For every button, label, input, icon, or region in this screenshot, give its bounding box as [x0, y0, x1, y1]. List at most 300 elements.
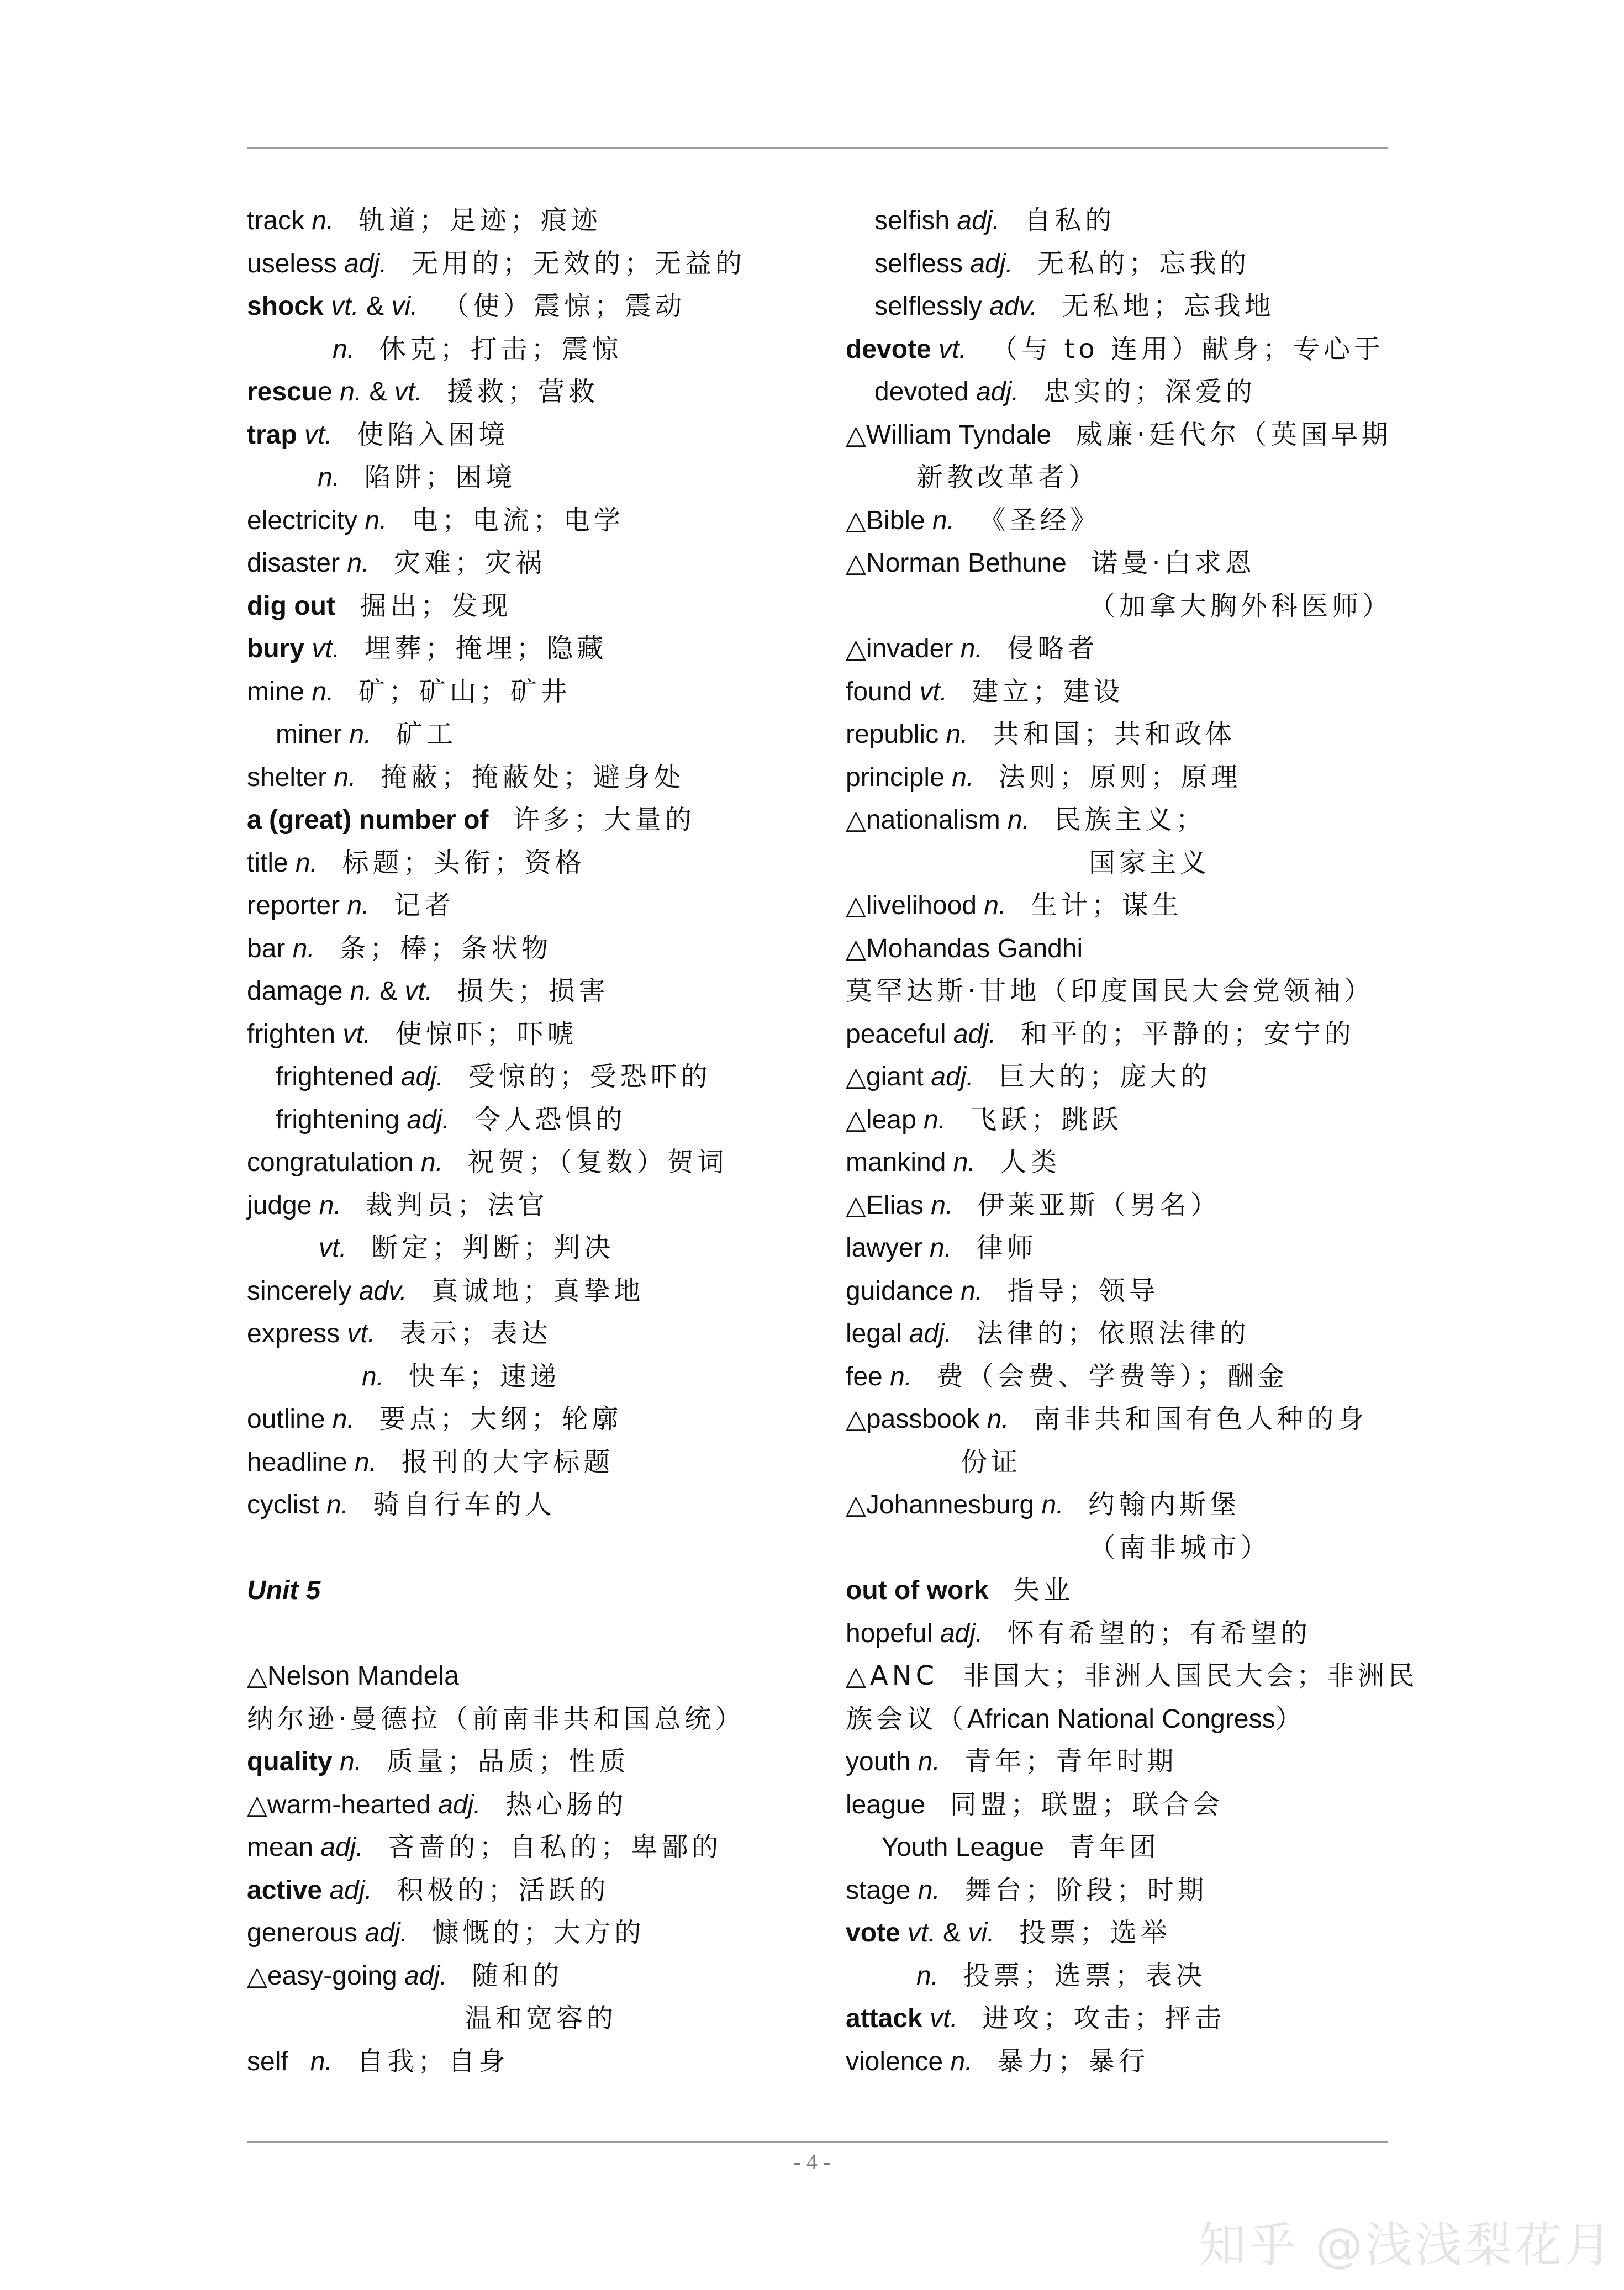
term-text: n. [890, 1362, 913, 1391]
term-text: n. [354, 1447, 377, 1477]
term-text: electricity [247, 505, 365, 535]
term-text: adj. [931, 1062, 974, 1091]
term-text: n. [946, 720, 968, 749]
vocab-entry [846, 585, 1420, 628]
term-text: & [372, 977, 405, 1006]
vocab-entry [247, 1312, 821, 1355]
term-text: adv. [358, 1276, 407, 1306]
term-text: n. [953, 1148, 976, 1177]
definition-text: 轨道；足迹；痕迹 [334, 205, 602, 236]
definition-text: 失业 [988, 1575, 1074, 1606]
vocab-entry [846, 199, 1420, 242]
definition-text: （南非城市） [1089, 1532, 1272, 1563]
term-text: vi. [968, 1918, 995, 1948]
vocab-entry [247, 1997, 821, 2040]
vocab-entry [247, 328, 821, 371]
definition-text: 费（会费、学费等）；酬金 [912, 1360, 1288, 1392]
definition-text: 莫罕达斯·甘地（印度国民大会党领袖） [846, 975, 1375, 1006]
vocab-entry [247, 799, 821, 842]
term-text: vt. [331, 292, 359, 321]
term-text [900, 1918, 908, 1948]
term-text: adj. [970, 249, 1013, 278]
term-text: △livelihood [846, 891, 984, 920]
term-text: n. [952, 762, 974, 792]
term-text: △Nelson Mandela [247, 1661, 459, 1691]
definition-text: ） [1275, 1703, 1306, 1734]
definition-text: 纳尔逊·曼德拉（前南非共和国总统） [247, 1703, 746, 1734]
definition-text: 忠实的；深爱的 [1019, 376, 1257, 407]
term-text: sincerely [247, 1276, 359, 1306]
vocab-entry [247, 1227, 821, 1270]
definition-text: 无用的；无效的；无益的 [387, 247, 746, 279]
term-text [324, 292, 331, 321]
term-text: adj. [400, 1062, 444, 1091]
vocab-entry [247, 285, 821, 328]
vocab-entry [247, 1099, 821, 1142]
definition-text: （使）震惊；震动 [418, 291, 686, 321]
definition-text: △ANC 非国大；非洲人国民大会；非洲民 [846, 1660, 1419, 1691]
definition-text: 无私的；忘我的 [1013, 247, 1251, 279]
definition-text: 温和宽容的 [465, 2003, 618, 2034]
term-text: mine [247, 677, 312, 706]
term-text: n. [916, 1961, 939, 1991]
definition-text: 矿；矿山；矿井 [334, 676, 571, 707]
term-text: n. [984, 891, 1006, 920]
vocab-entry [247, 242, 821, 286]
definition-text: 投票；选票；表决 [938, 1960, 1206, 1991]
definition-text: （与 to 连用）献身；专心于 [966, 333, 1384, 365]
term-text: frighten [247, 1019, 343, 1049]
vocab-entry [247, 199, 821, 242]
definition-text: 报刊的大字标题 [376, 1446, 614, 1478]
definition-text: 灾难；灾祸 [369, 547, 546, 578]
term-text: selfless [874, 249, 971, 278]
definition-text: 国家主义 [1089, 847, 1211, 878]
term-text: n. [340, 1747, 362, 1776]
term-text: shelter [247, 762, 334, 792]
term-text: league [846, 1790, 926, 1819]
definition-text: 热心肠的 [481, 1788, 628, 1820]
definition-text: 族会议（ [846, 1703, 968, 1734]
vocab-entry [846, 1312, 1420, 1355]
term-text: adj. [365, 1918, 408, 1948]
vocab-entry [846, 799, 1420, 842]
vocab-entry [247, 1698, 821, 1741]
vocab-entry [846, 1527, 1420, 1570]
term-text: principle [846, 762, 952, 792]
definition-text: 电；电流；电学 [387, 504, 624, 536]
term-text: n. [950, 2046, 973, 2076]
vocab-entry [247, 542, 821, 585]
vocab-entry [846, 1099, 1420, 1142]
term-text: rescu [247, 377, 318, 407]
term-text: adj. [320, 1833, 363, 1862]
term-text: adv. [989, 292, 1038, 321]
term-text: n. [333, 334, 355, 364]
vocab-entry [846, 1740, 1420, 1784]
definition-text: 法则；原则；原理 [974, 761, 1242, 793]
vocab-entry [846, 542, 1420, 585]
term-text: hopeful [846, 1618, 940, 1648]
vocab-entry [846, 927, 1420, 970]
definition-text: 律师 [952, 1232, 1037, 1263]
definition-text: 断定；判断；判决 [346, 1232, 615, 1263]
term-text: n. [960, 634, 983, 663]
term-text: guidance [846, 1276, 961, 1306]
definition-text: 慷慨的；大方的 [407, 1917, 645, 1948]
term-text: n. [987, 1405, 1009, 1434]
vocab-entry [247, 1184, 821, 1227]
vocab-entry [247, 970, 821, 1013]
vocab-entry [846, 756, 1420, 799]
definition-text: 指导；领导 [983, 1275, 1159, 1306]
vocab-entry [247, 1869, 821, 1912]
vocab-entry [247, 371, 821, 414]
term-text: a (great) number of [247, 805, 489, 835]
definition-text: （加拿大胸外科医师） [1089, 590, 1393, 621]
term-text: vt. [938, 334, 967, 364]
term-text: reporter [247, 891, 347, 920]
term-text: generous [247, 1918, 365, 1948]
term-text: vt. [919, 677, 948, 706]
vocab-entry [846, 1826, 1420, 1869]
term-text: adj. [404, 1961, 447, 1991]
vocab-entry [846, 1912, 1420, 1955]
term-text: n. [292, 933, 315, 963]
definition-text: 新教改革者） [916, 462, 1099, 493]
term-text: republic [846, 720, 946, 749]
vocab-entry [846, 627, 1420, 671]
definition-text: 诺曼·白求恩 [1066, 547, 1256, 578]
term-text [304, 634, 312, 663]
vocab-entry [247, 671, 821, 714]
vocab-entry [247, 456, 821, 499]
definition-text: 投票；选举 [994, 1917, 1171, 1948]
term-text [931, 335, 938, 364]
term-text: n. [340, 377, 362, 407]
vocab-entry [247, 1740, 821, 1784]
vocabulary-column-right [846, 199, 1420, 2083]
term-text: lawyer [846, 1233, 930, 1263]
vocab-entry [846, 1955, 1420, 1998]
page-number: - 4 - [793, 2149, 831, 2174]
vocab-entry [846, 371, 1420, 414]
vocab-entry [247, 414, 821, 457]
term-text: △Johannesburg [846, 1490, 1042, 1519]
term-text: judge [247, 1190, 319, 1220]
term-text: active [247, 1875, 323, 1905]
vocab-entry [247, 1484, 821, 1527]
term-text: n. [1008, 805, 1030, 835]
vocab-entry [846, 285, 1420, 328]
definition-text: 自我；自身 [332, 2045, 509, 2077]
definition-text: 和平的；平静的；安宁的 [996, 1018, 1355, 1049]
term-text: self [247, 2046, 310, 2076]
definition-text: 令人恐惧的 [449, 1104, 626, 1135]
term-text: fee [846, 1362, 890, 1391]
term-text: n. [347, 891, 370, 920]
term-text: n. [347, 548, 370, 578]
vocab-entry [247, 1527, 821, 1570]
vocab-entry [247, 927, 821, 970]
term-text: mankind [846, 1148, 953, 1177]
definition-text: 怀有希望的；有希望的 [983, 1617, 1311, 1649]
term-text: n. [365, 505, 387, 535]
term-text: vt. [347, 1319, 376, 1348]
term-text: n. [924, 1105, 946, 1135]
term-text [333, 1747, 340, 1776]
definition-text: 记者 [369, 890, 455, 921]
vocab-entry [846, 1698, 1420, 1741]
definition-text: 休克；打击；震惊 [355, 333, 623, 365]
vocab-entry [846, 1270, 1420, 1313]
term-text: youth [846, 1747, 918, 1776]
vocab-entry [846, 884, 1420, 927]
term-text: △Bible [846, 505, 932, 535]
definition-text: 矿工 [371, 719, 457, 750]
vocab-entry [846, 842, 1420, 885]
definition-text: 骑自行车的人 [349, 1489, 556, 1520]
term-text: △nationalism [846, 805, 1008, 835]
term-text: △Mohandas Gandhi [846, 933, 1083, 963]
term-text: useless [247, 249, 345, 278]
definition-text: 共和国；共和政体 [968, 719, 1236, 750]
vocab-entry [846, 1655, 1420, 1698]
vocab-entry [247, 1398, 821, 1441]
term-text: n. [326, 1490, 349, 1519]
definition-text: 表示；表达 [375, 1318, 552, 1349]
term-text: devote [846, 334, 931, 364]
definition-text: 同盟；联盟；联合会 [925, 1788, 1224, 1820]
definition-text: 祝贺；（复数）贺词 [442, 1147, 728, 1178]
term-text [922, 2004, 930, 2033]
vocab-entry [247, 713, 821, 756]
definition-text: 许多；大量的 [488, 804, 695, 835]
term-text: damage [247, 977, 350, 1006]
definition-text: 侵略者 [982, 633, 1099, 664]
term-text [297, 420, 304, 450]
term-text: vt. [394, 377, 423, 407]
term-text: n. [334, 762, 356, 792]
term-text: found [846, 677, 920, 706]
header-rule [247, 147, 1388, 149]
watermark: 知乎 @浅浅梨花月 [1199, 2218, 1614, 2273]
definition-text: 使陷入困境 [332, 419, 509, 450]
vocab-entry [247, 1612, 821, 1655]
definition-text: 受惊的；受恐吓的 [444, 1061, 711, 1092]
unit-heading: Unit 5 [247, 1576, 321, 1605]
vocab-entry [846, 1398, 1420, 1441]
term-text: vt. [312, 634, 340, 663]
term-text: △passbook [846, 1405, 987, 1434]
definition-text: 飞跃；跳跃 [946, 1104, 1122, 1135]
term-text: outline [247, 1405, 333, 1434]
vocab-entry [846, 1227, 1420, 1270]
definition-text: 真诚地；真挚地 [407, 1275, 645, 1306]
definition-text: 《圣经》 [955, 504, 1101, 536]
definition-text: 要点；大纲；轮廓 [354, 1403, 623, 1434]
definition-text: 青年；青年时期 [940, 1746, 1178, 1777]
term-text: vt. [342, 1019, 371, 1049]
vocab-entry [846, 328, 1420, 371]
term-text: vt. [304, 420, 333, 450]
vocab-entry [247, 1784, 821, 1827]
definition-text: 使惊吓；吓唬 [371, 1018, 578, 1049]
definition-text: 进攻；攻击；抨击 [957, 2003, 1226, 2034]
vocab-entry [846, 242, 1420, 286]
term-text: dig out [247, 591, 335, 621]
term-text: △William Tyndale [846, 420, 1052, 450]
definition-text: 裁判员；法官 [341, 1189, 549, 1221]
term-text: n. [349, 720, 372, 749]
footer-rule [247, 2141, 1388, 2143]
term-text: headline [247, 1447, 355, 1477]
term-text: & [358, 292, 392, 321]
vocab-entry [846, 1013, 1420, 1056]
definition-text: 民族主义； [1030, 804, 1206, 835]
vocab-entry [247, 842, 821, 885]
term-text: express [247, 1319, 347, 1348]
term-text: bar [247, 933, 293, 963]
term-text: △Elias [846, 1190, 931, 1220]
term-text: adj. [940, 1618, 983, 1648]
definition-text: 损失；损害 [433, 975, 609, 1006]
vocab-entry [247, 884, 821, 927]
term-text: track [247, 206, 312, 235]
definition-text: 建立；建设 [947, 676, 1124, 707]
vocab-entry [247, 1141, 821, 1184]
vocab-entry [846, 456, 1420, 499]
vocab-entry [846, 1441, 1420, 1484]
term-text: adj. [329, 1875, 372, 1905]
definition-text: 掘出；发现 [335, 590, 512, 621]
definition-text: 掩蔽；掩蔽处；避身处 [356, 761, 684, 793]
vocab-entry [247, 2040, 821, 2083]
term-text: adj. [438, 1790, 481, 1819]
vocab-entry [846, 1184, 1420, 1227]
vocab-entry [247, 1955, 821, 1998]
term-text: adj. [957, 206, 1000, 235]
definition-text: 自私的 [999, 205, 1116, 236]
vocab-entry [247, 756, 821, 799]
definition-text: 援救；营救 [422, 376, 599, 407]
term-text: cyclist [247, 1490, 326, 1519]
term-text: selflessly [874, 292, 990, 321]
vocab-entry [846, 970, 1420, 1013]
term-text: attack [846, 2004, 922, 2033]
term-text: devoted [874, 377, 977, 407]
vocab-entry [846, 2040, 1420, 2083]
vocabulary-column-left [247, 199, 821, 2083]
term-text: △giant [846, 1062, 931, 1091]
term-text: adj. [407, 1105, 450, 1135]
term-text: n. [918, 1875, 940, 1905]
vocab-entry [846, 1569, 1420, 1612]
term-text: △warm-hearted [247, 1790, 439, 1819]
vocab-entry [846, 499, 1420, 542]
definition-text: 快车；速递 [384, 1360, 561, 1392]
definition-text: 生计；谋生 [1006, 890, 1183, 921]
term-text: shock [247, 292, 324, 321]
term-text: n. [318, 463, 340, 492]
term-text: selfish [874, 206, 957, 235]
term-text: African National Congress [967, 1704, 1275, 1734]
term-text: n. [1041, 1490, 1064, 1519]
vocab-entry [247, 1441, 821, 1484]
term-text: vt. [908, 1918, 936, 1948]
term-text: △leap [846, 1105, 924, 1135]
vocab-entry [247, 1826, 821, 1869]
definition-text: 法律的；依照法律的 [952, 1318, 1250, 1349]
term-text: adj. [909, 1319, 952, 1348]
term-text: mean [247, 1833, 321, 1862]
term-text: △easy-going [247, 1961, 405, 1991]
term-text: vi. [391, 292, 418, 321]
term-text: peaceful [846, 1019, 953, 1049]
term-text: n. [312, 677, 334, 706]
term-text: vt. [404, 977, 433, 1006]
vocab-entry [846, 1484, 1420, 1527]
vocab-entry [247, 627, 821, 671]
term-text: n. [296, 848, 318, 878]
definition-text: 伊莱亚斯（男名） [953, 1189, 1221, 1221]
term-text: e [318, 377, 340, 407]
definition-text: 标题；头衔；资格 [318, 847, 586, 878]
term-text: & [362, 377, 394, 407]
term-text: & [935, 1918, 968, 1948]
vocab-entry [846, 671, 1420, 714]
vocab-entry [247, 1013, 821, 1056]
term-text: n. [310, 2046, 333, 2076]
term-text: vt. [930, 2004, 958, 2033]
definition-text: 暴力；暴行 [972, 2045, 1150, 2077]
term-text: miner [276, 720, 350, 749]
term-text: n. [312, 206, 334, 235]
term-text: violence [846, 2046, 951, 2076]
definition-text: 约翰内斯堡 [1063, 1489, 1241, 1520]
term-text: n. [918, 1747, 940, 1776]
vocab-entry [846, 1869, 1420, 1912]
term-text: trap [247, 420, 297, 450]
definition-text: 南非共和国有色人种的身 [1009, 1403, 1368, 1434]
term-text: legal [846, 1319, 909, 1348]
definition-text: 埋葬；掩埋；隐藏 [340, 633, 608, 664]
vocab-entry [846, 1355, 1420, 1399]
vocab-entry [846, 414, 1420, 457]
vocab-entry [846, 1784, 1420, 1827]
definition-text: 舞台；阶段；时期 [940, 1874, 1208, 1906]
term-text: n. [931, 1190, 953, 1220]
term-text: n. [932, 505, 955, 535]
definition-text: 巨大的；庞大的 [973, 1061, 1211, 1092]
vocab-entry [247, 1655, 821, 1698]
vocab-entry [846, 713, 1420, 756]
vocab-entry [247, 1270, 821, 1313]
definition-text: 青年团 [1044, 1832, 1160, 1862]
term-text: adj. [953, 1019, 996, 1049]
vocab-entry [247, 499, 821, 542]
term-text: vt. [319, 1233, 347, 1263]
definition-text: 威廉·廷代尔（英国早期 [1051, 419, 1392, 450]
definition-text: 陷阱；困境 [340, 462, 516, 493]
term-text [322, 1876, 329, 1905]
definition-text: 无私地；忘我地 [1037, 291, 1275, 321]
vocab-entry [846, 1612, 1420, 1655]
definition-text: 人类 [975, 1147, 1061, 1178]
term-text: n. [362, 1362, 384, 1391]
term-text: quality [247, 1747, 333, 1776]
definition-text: 随和的 [447, 1960, 563, 1991]
